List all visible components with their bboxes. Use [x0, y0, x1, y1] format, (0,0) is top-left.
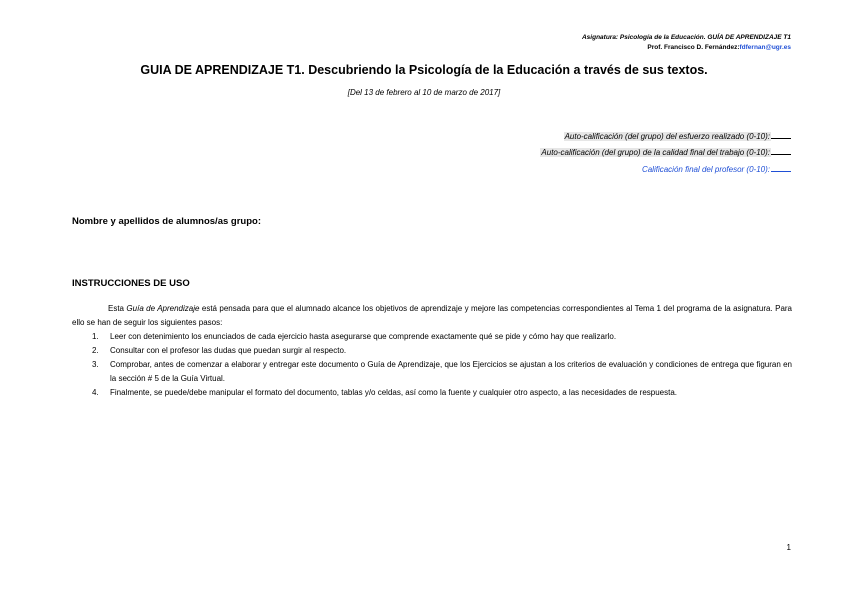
intro-pre: Esta — [108, 304, 127, 313]
self-grade-effort-blank[interactable] — [771, 129, 791, 139]
professor-grade-label: Calificación final del profesor (0-10): — [641, 165, 770, 174]
instructions-heading: INSTRUCCIONES DE USO — [72, 278, 190, 289]
step-text: Finalmente, se puede/debe manipular el formato del documento, tablas y/o celdas, así como la fuente y cualquier otro aspecto, a las necesidades de respuesta. — [110, 388, 678, 397]
list-item — [72, 344, 792, 358]
intro-emphasis: Guía de Aprendizaje — [126, 304, 200, 313]
page-title: GUIA DE APRENDIZAJE T1. Descubriendo la Psicología de la Educación a través de sus textos. — [140, 63, 708, 77]
step-number: 2. — [92, 346, 99, 355]
self-grade-quality — [540, 145, 791, 159]
list-item — [72, 358, 792, 386]
instructions-steps — [72, 330, 792, 400]
instructions-intro — [72, 302, 792, 330]
step-text: Leer con detenimiento los enunciados de cada ejercicio hasta asegurarse que comprende exactamente qué se pide y cómo hay que realizarlo. — [110, 332, 617, 341]
professor-name: Prof. Francisco D. Fernández: — [647, 44, 740, 51]
group-names-label: Nombre y apellidos de alumnos/as grupo: — [72, 216, 261, 227]
self-grade-quality-blank[interactable] — [771, 145, 791, 155]
self-grade-quality-label: Auto-calificación (del grupo) de la calidad final del trabajo (0-10): — [541, 148, 770, 157]
professor-grade-blank[interactable] — [771, 162, 791, 172]
step-text: Consultar con el profesor las dudas que puedan surgir al respecto. — [110, 346, 347, 355]
self-grade-effort-label: Auto-calificación (del grupo) del esfuerzo realizado (0-10): — [564, 132, 770, 141]
intro-post: está pensada para que el alumnado alcance los objetivos de aprendizaje y mejore las competencias correspondientes al Tema 1 del programa de la asignatura. Para ello se han de seguir los siguientes pasos: — [72, 304, 793, 327]
step-number: 4. — [92, 388, 99, 397]
page-number: 1 — [786, 543, 791, 552]
step-text: Comprobar, antes de comenzar a elaborar y entregar este documento o Guía de Aprendizaje, que los Ejercicios se ajustan a los criterios de evaluación y condiciones de entrega que figuran en la sección # 5 de la Guía Virtual. — [110, 360, 792, 383]
professor-email[interactable]: fdfernan@ugr.es — [739, 44, 791, 51]
date-range: [Del 13 de febrero al 10 de marzo de 2017] — [347, 88, 501, 97]
course-header: Asignatura: Psicología de la Educación. GUÍA DE APRENDIZAJE T1 — [581, 34, 791, 41]
list-item — [72, 386, 792, 400]
professor-header — [647, 43, 791, 53]
step-number: 1. — [92, 332, 99, 341]
professor-grade — [641, 162, 791, 176]
step-number: 3. — [92, 360, 99, 369]
list-item — [72, 330, 792, 344]
self-grade-effort — [564, 129, 791, 143]
